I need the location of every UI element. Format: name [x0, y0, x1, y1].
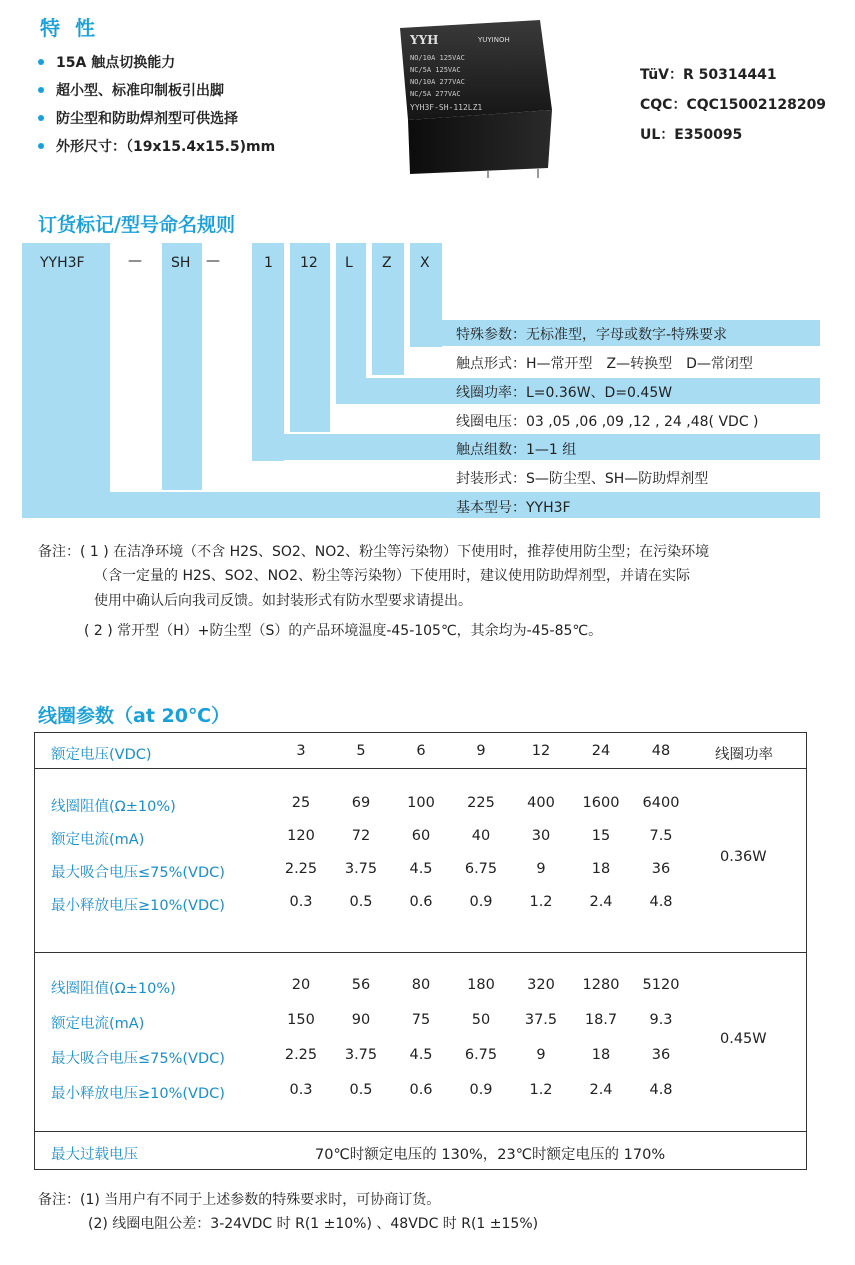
table-cell: 69 — [351, 795, 371, 811]
header-power: 线圈功率 — [715, 747, 773, 763]
cert-tuv: TüV：R 50314441 — [640, 67, 777, 83]
table-cell: 6400 — [642, 795, 680, 811]
table-cell: 36 — [651, 861, 671, 877]
table-cell: 75 — [411, 1012, 431, 1028]
table-cell: 60 — [411, 828, 431, 844]
header-label: 额定电压(VDC) — [51, 747, 152, 763]
table-cell: 18.7 — [584, 1012, 618, 1028]
note2-line: 备注：(1) 当用户有不同于上述参数的特殊要求时，可协商订货。 — [38, 1192, 441, 1208]
feature-item: 防尘型和防助焊剂型可供选择 — [38, 108, 238, 128]
relay-model: YYH3F-SH-112LZ1 — [410, 103, 483, 112]
features-title: 特 性 — [40, 16, 99, 40]
row-label: 线圈阻值(Ω±10%) — [51, 981, 176, 997]
row-label: 最大吸合电压≤75%(VDC) — [51, 1051, 225, 1067]
row-label: 最小释放电压≥10%(VDC) — [51, 1086, 225, 1102]
table-cell: 320 — [527, 977, 555, 993]
code-power: L — [345, 255, 353, 271]
table-cell: 56 — [351, 977, 371, 993]
note-line: （含一定量的 H2S、SO2、NO2、粉尘等污染物）下使用时，建议使用防助焊剂型，并请在实际 — [94, 568, 690, 584]
table-cell: 7.5 — [649, 828, 673, 844]
relay-rating: NC/5A 277VAC — [410, 90, 461, 98]
label-base: 基本型号：YYH3F — [456, 500, 571, 516]
col-voltage — [290, 243, 330, 432]
relay-product-image — [388, 18, 558, 178]
label-contact: 触点形式：H—常开型 Z—转换型 D—常闭型 — [456, 356, 753, 372]
table-cell: 6.75 — [464, 1047, 498, 1063]
code-voltage: 12 — [300, 255, 318, 271]
code-sh: SH — [171, 255, 191, 271]
table-cell: 0.3 — [289, 1082, 313, 1098]
table-cell: 180 — [467, 977, 495, 993]
header-voltage: 3 — [296, 743, 306, 759]
table-cell: 2.4 — [589, 894, 613, 910]
col-sh — [162, 243, 202, 490]
table-cell: 40 — [471, 828, 491, 844]
code-contact: Z — [382, 255, 392, 271]
table-cell: 9.3 — [649, 1012, 673, 1028]
label-voltage: 线圈电压：03 ,05 ,06 ,09 ,12 , 24 ,48( VDC ) — [456, 414, 759, 430]
ordering-title: 订货标记/型号命名规则 — [38, 214, 235, 236]
table-cell: 80 — [411, 977, 431, 993]
row-label: 最大吸合电压≤75%(VDC) — [51, 865, 225, 881]
relay-rating: NC/5A 125VAC — [410, 66, 461, 74]
table-cell: 25 — [291, 795, 311, 811]
cert-cqc: CQC：CQC15002128209 — [640, 97, 827, 113]
table-cell: 100 — [407, 795, 435, 811]
table-cell: 0.6 — [409, 894, 433, 910]
table-cell: 6.75 — [464, 861, 498, 877]
label-power: 线圈功率：L=0.36W、D=0.45W — [456, 385, 673, 401]
label-groups: 触点组数：1—1 组 — [456, 442, 577, 458]
table-cell: 1.2 — [529, 1082, 553, 1098]
table-cell: 0.5 — [349, 894, 373, 910]
note-line: 使用中确认后向我司反馈。如封装形式有防水型要求请提出。 — [94, 593, 472, 609]
header-voltage: 9 — [476, 743, 486, 759]
code-base: YYH3F — [40, 255, 85, 271]
feature-item: 15A 触点切换能力 — [38, 52, 175, 72]
table-cell: 90 — [351, 1012, 371, 1028]
table-cell: 2.25 — [284, 861, 318, 877]
table-cell: 20 — [291, 977, 311, 993]
col-groups — [252, 243, 284, 461]
coil-parameters-table — [34, 732, 807, 1170]
code-dash: — — [206, 253, 220, 269]
feature-item: 超小型、标准印制板引出脚 — [38, 80, 224, 100]
table-cell: 4.8 — [649, 1082, 673, 1098]
table-cell: 0.9 — [469, 1082, 493, 1098]
coil-power: 0.45W — [720, 1031, 767, 1047]
note-line: ( 2 ) 常开型（H）+防尘型（S）的产品环境温度-45-105℃，其余均为-45-85℃。 — [84, 623, 603, 639]
code-groups: 1 — [264, 255, 273, 271]
bullet-icon — [38, 87, 44, 93]
table-cell: 30 — [531, 828, 551, 844]
table-cell: 37.5 — [524, 1012, 558, 1028]
col-yyh3f — [22, 243, 110, 518]
table-cell: 2.4 — [589, 1082, 613, 1098]
table-cell: 400 — [527, 795, 555, 811]
table-cell: 18 — [591, 861, 611, 877]
feature-item: 外形尺寸：（19x15.4x15.5)mm — [38, 136, 275, 156]
table-cell: 1600 — [582, 795, 620, 811]
label-special: 特殊参数：无标准型，字母或数字-特殊要求 — [456, 327, 728, 343]
table-cell: 36 — [651, 1047, 671, 1063]
row-label: 线圈阻值(Ω±10%) — [51, 799, 176, 815]
table-cell: 2.25 — [284, 1047, 318, 1063]
table-cell: 0.6 — [409, 1082, 433, 1098]
table-cell: 9 — [536, 861, 546, 877]
table-cell: 72 — [351, 828, 371, 844]
note2-line: (2) 线圈电阻公差：3-24VDC 时 R(1 ±10%) 、48VDC 时 R(1 ±15%) — [88, 1216, 539, 1232]
table-cell: 1280 — [582, 977, 620, 993]
table-cell: 0.5 — [349, 1082, 373, 1098]
table-cell: 18 — [591, 1047, 611, 1063]
table-cell: 3.75 — [344, 1047, 378, 1063]
overload-value: 70℃时额定电压的 130%，23℃时额定电压的 170% — [315, 1147, 666, 1163]
table-cell: 15 — [591, 828, 611, 844]
relay-rating: NO/10A 277VAC — [410, 78, 465, 86]
table-cell: 0.9 — [469, 894, 493, 910]
table-cell: 120 — [287, 828, 315, 844]
header-voltage: 48 — [651, 743, 671, 759]
bullet-icon — [38, 115, 44, 121]
table-cell: 3.75 — [344, 861, 378, 877]
table-cell: 9 — [536, 1047, 546, 1063]
row-label: 最小释放电压≥10%(VDC) — [51, 898, 225, 914]
code-special: X — [420, 255, 430, 271]
table-cell: 4.8 — [649, 894, 673, 910]
header-voltage: 24 — [591, 743, 611, 759]
coil-power: 0.36W — [720, 849, 767, 865]
table-cell: 150 — [287, 1012, 315, 1028]
table-cell: 50 — [471, 1012, 491, 1028]
code-dash: — — [128, 253, 142, 269]
header-voltage: 12 — [531, 743, 551, 759]
table-cell: 1.2 — [529, 894, 553, 910]
table-cell: 4.5 — [409, 1047, 433, 1063]
overload-label: 最大过载电压 — [51, 1147, 138, 1163]
header-voltage: 6 — [416, 743, 426, 759]
cert-ul: UL：E350095 — [640, 127, 743, 143]
row-label: 额定电流(mA) — [51, 1016, 145, 1032]
label-package: 封装形式：S—防尘型、SH—防助焊剂型 — [456, 471, 709, 487]
bullet-icon — [38, 143, 44, 149]
relay-rating: NO/10A 125VAC — [410, 54, 465, 62]
bullet-icon — [38, 59, 44, 65]
table-cell: 5120 — [642, 977, 680, 993]
table-cell: 225 — [467, 795, 495, 811]
table-cell: 4.5 — [409, 861, 433, 877]
table-cell: 0.3 — [289, 894, 313, 910]
note-line: 备注：( 1 ) 在洁净环境（不含 H2S、SO2、NO2、粉尘等污染物）下使用时，推荐使用防尘型；在污染环境 — [38, 544, 710, 560]
row-label: 额定电流(mA) — [51, 832, 145, 848]
relay-brand2: YUYINOH — [478, 36, 510, 44]
coil-title: 线圈参数（at 20℃） — [38, 705, 230, 727]
header-voltage: 5 — [356, 743, 366, 759]
relay-brand: YYH — [410, 33, 439, 47]
